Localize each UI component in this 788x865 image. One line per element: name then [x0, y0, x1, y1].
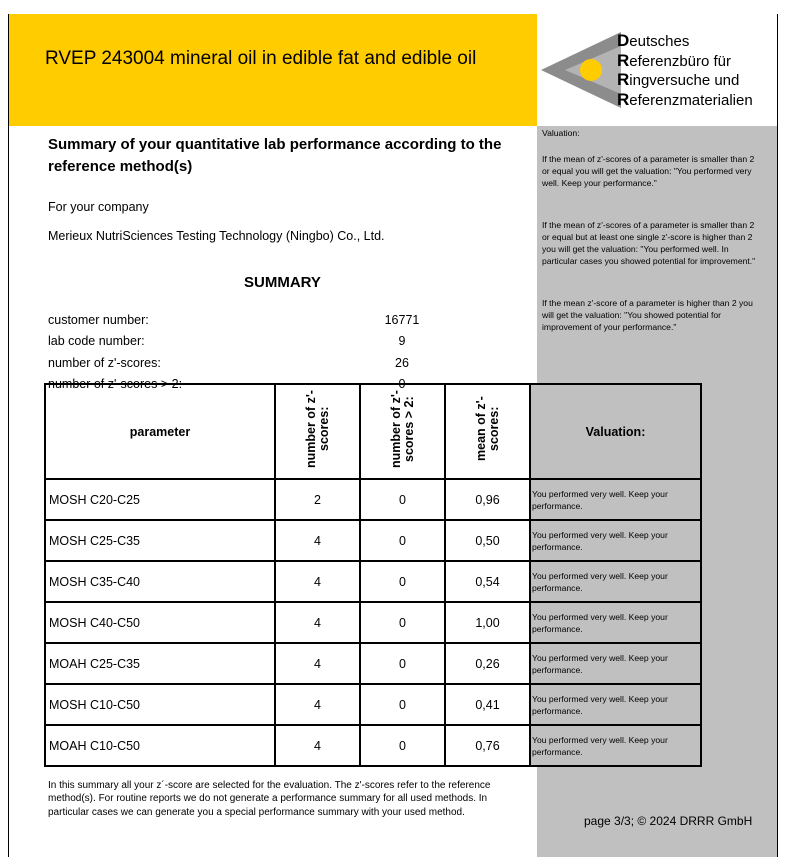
- cell-mean: 1,00: [445, 602, 530, 643]
- cell-count: 4: [275, 643, 360, 684]
- logo-arrow-icon: [541, 32, 621, 108]
- table-row: [45, 602, 701, 643]
- zscore-gt2-value: 0: [398, 377, 406, 391]
- cell-count-gt2: 0: [360, 643, 445, 684]
- cell-mean: 0,50: [445, 520, 530, 561]
- cell-valuation: You performed very well. Keep your performance.: [530, 561, 701, 602]
- table-row: [45, 684, 701, 725]
- lab-code-label: lab code number:: [48, 334, 145, 348]
- cell-parameter: MOSH C35-C40: [45, 561, 275, 602]
- cell-count-gt2: 0: [360, 684, 445, 725]
- table-row: [45, 520, 701, 561]
- header-count: number of z'-scores:: [275, 384, 360, 479]
- valuation-info-title: Valuation:: [542, 128, 580, 138]
- cell-parameter: MOSH C25-C35: [45, 520, 275, 561]
- cell-count-gt2: 0: [360, 479, 445, 520]
- logo-line: Deutsches: [617, 31, 690, 50]
- zscore-count-value: 26: [395, 356, 409, 370]
- results-table: [44, 383, 702, 767]
- company-name: Merieux NutriSciences Testing Technology (Ningbo) Co., Ltd.: [48, 229, 385, 243]
- cell-valuation: You performed very well. Keep your performance.: [530, 520, 701, 561]
- summary-title: SUMMARY: [244, 274, 321, 291]
- logo-line: Referenzbüro für: [617, 50, 732, 70]
- cell-count: 4: [275, 725, 360, 766]
- cell-mean: 0,26: [445, 643, 530, 684]
- cell-valuation: You performed very well. Keep your performance.: [530, 725, 701, 766]
- cell-count-gt2: 0: [360, 561, 445, 602]
- cell-valuation: You performed very well. Keep your performance.: [530, 479, 701, 520]
- valuation-info-para3: If the mean z'-score of a parameter is higher than 2 you will get the valuation: "You showed potential for improvement of your performance.": [542, 298, 753, 332]
- header-mean: mean of z'-scores:: [445, 384, 530, 479]
- cell-parameter: MOAH C25-C35: [45, 643, 275, 684]
- header-parameter: parameter: [45, 384, 275, 479]
- header-count-gt2: number of z'-scores > 2:: [360, 384, 445, 479]
- cell-valuation: You performed very well. Keep your performance.: [530, 643, 701, 684]
- cell-count: 4: [275, 684, 360, 725]
- logo-text: [617, 32, 753, 110]
- table-row: [45, 725, 701, 766]
- zscore-count-label: number of z'-scores:: [48, 356, 161, 370]
- cell-count: 4: [275, 561, 360, 602]
- report-title: RVEP 243004 mineral oil in edible fat and edible oil: [45, 48, 477, 69]
- cell-mean: 0,76: [445, 725, 530, 766]
- table-header-row: [45, 384, 701, 479]
- footer-note: In this summary all your z´-score are selected for the evaluation. The z'-scores refer to the reference method(s). For routine reports we do not generate a performance summary for all used methods. In particular cases we can generate you a special performance summary with your used method.: [48, 780, 491, 818]
- cell-count: 4: [275, 602, 360, 643]
- zscore-gt2-label: number of z'-scores > 2:: [48, 377, 183, 391]
- cell-count: 2: [275, 479, 360, 520]
- cell-count-gt2: 0: [360, 520, 445, 561]
- table-row: [45, 561, 701, 602]
- cell-parameter: MOSH C10-C50: [45, 684, 275, 725]
- logo-line: Referenzmaterialien: [617, 89, 753, 109]
- customer-number-label: customer number:: [48, 313, 149, 327]
- valuation-info-para1: If the mean of z'-scores of a parameter is smaller than 2 or equal you will get the valuation: "You performed very well. Keep your performance.": [542, 154, 755, 188]
- valuation-info-para2: If the mean of z'-scores of a parameter is smaller than 2 or equal but at least one single z'-score is higher than 2 you will get the valuation: "You performed well. In particular cases you showed potential for improvement.": [542, 220, 756, 266]
- header-banner: [9, 14, 537, 126]
- for-company-label: For your company: [48, 200, 149, 214]
- cell-mean: 0,54: [445, 561, 530, 602]
- header-valuation: Valuation:: [530, 384, 701, 479]
- cell-parameter: MOAH C10-C50: [45, 725, 275, 766]
- cell-count: 4: [275, 520, 360, 561]
- table-row: [45, 479, 701, 520]
- logo-line: Ringversuche und: [617, 70, 740, 89]
- summary-heading: Summary of your quantitative lab performance according to the reference method(s): [48, 136, 502, 175]
- cell-mean: 0,41: [445, 684, 530, 725]
- cell-parameter: MOSH C20-C25: [45, 479, 275, 520]
- lab-code-value: 9: [398, 334, 406, 348]
- cell-count-gt2: 0: [360, 725, 445, 766]
- cell-valuation: You performed very well. Keep your performance.: [530, 602, 701, 643]
- page-info: page 3/3; © 2024 DRRR GmbH: [584, 814, 753, 828]
- cell-mean: 0,96: [445, 479, 530, 520]
- drrr-logo: [537, 14, 777, 126]
- customer-number-value: 16771: [384, 313, 420, 327]
- cell-parameter: MOSH C40-C50: [45, 602, 275, 643]
- table-row: [45, 643, 701, 684]
- cell-valuation: You performed very well. Keep your performance.: [530, 684, 701, 725]
- cell-count-gt2: 0: [360, 602, 445, 643]
